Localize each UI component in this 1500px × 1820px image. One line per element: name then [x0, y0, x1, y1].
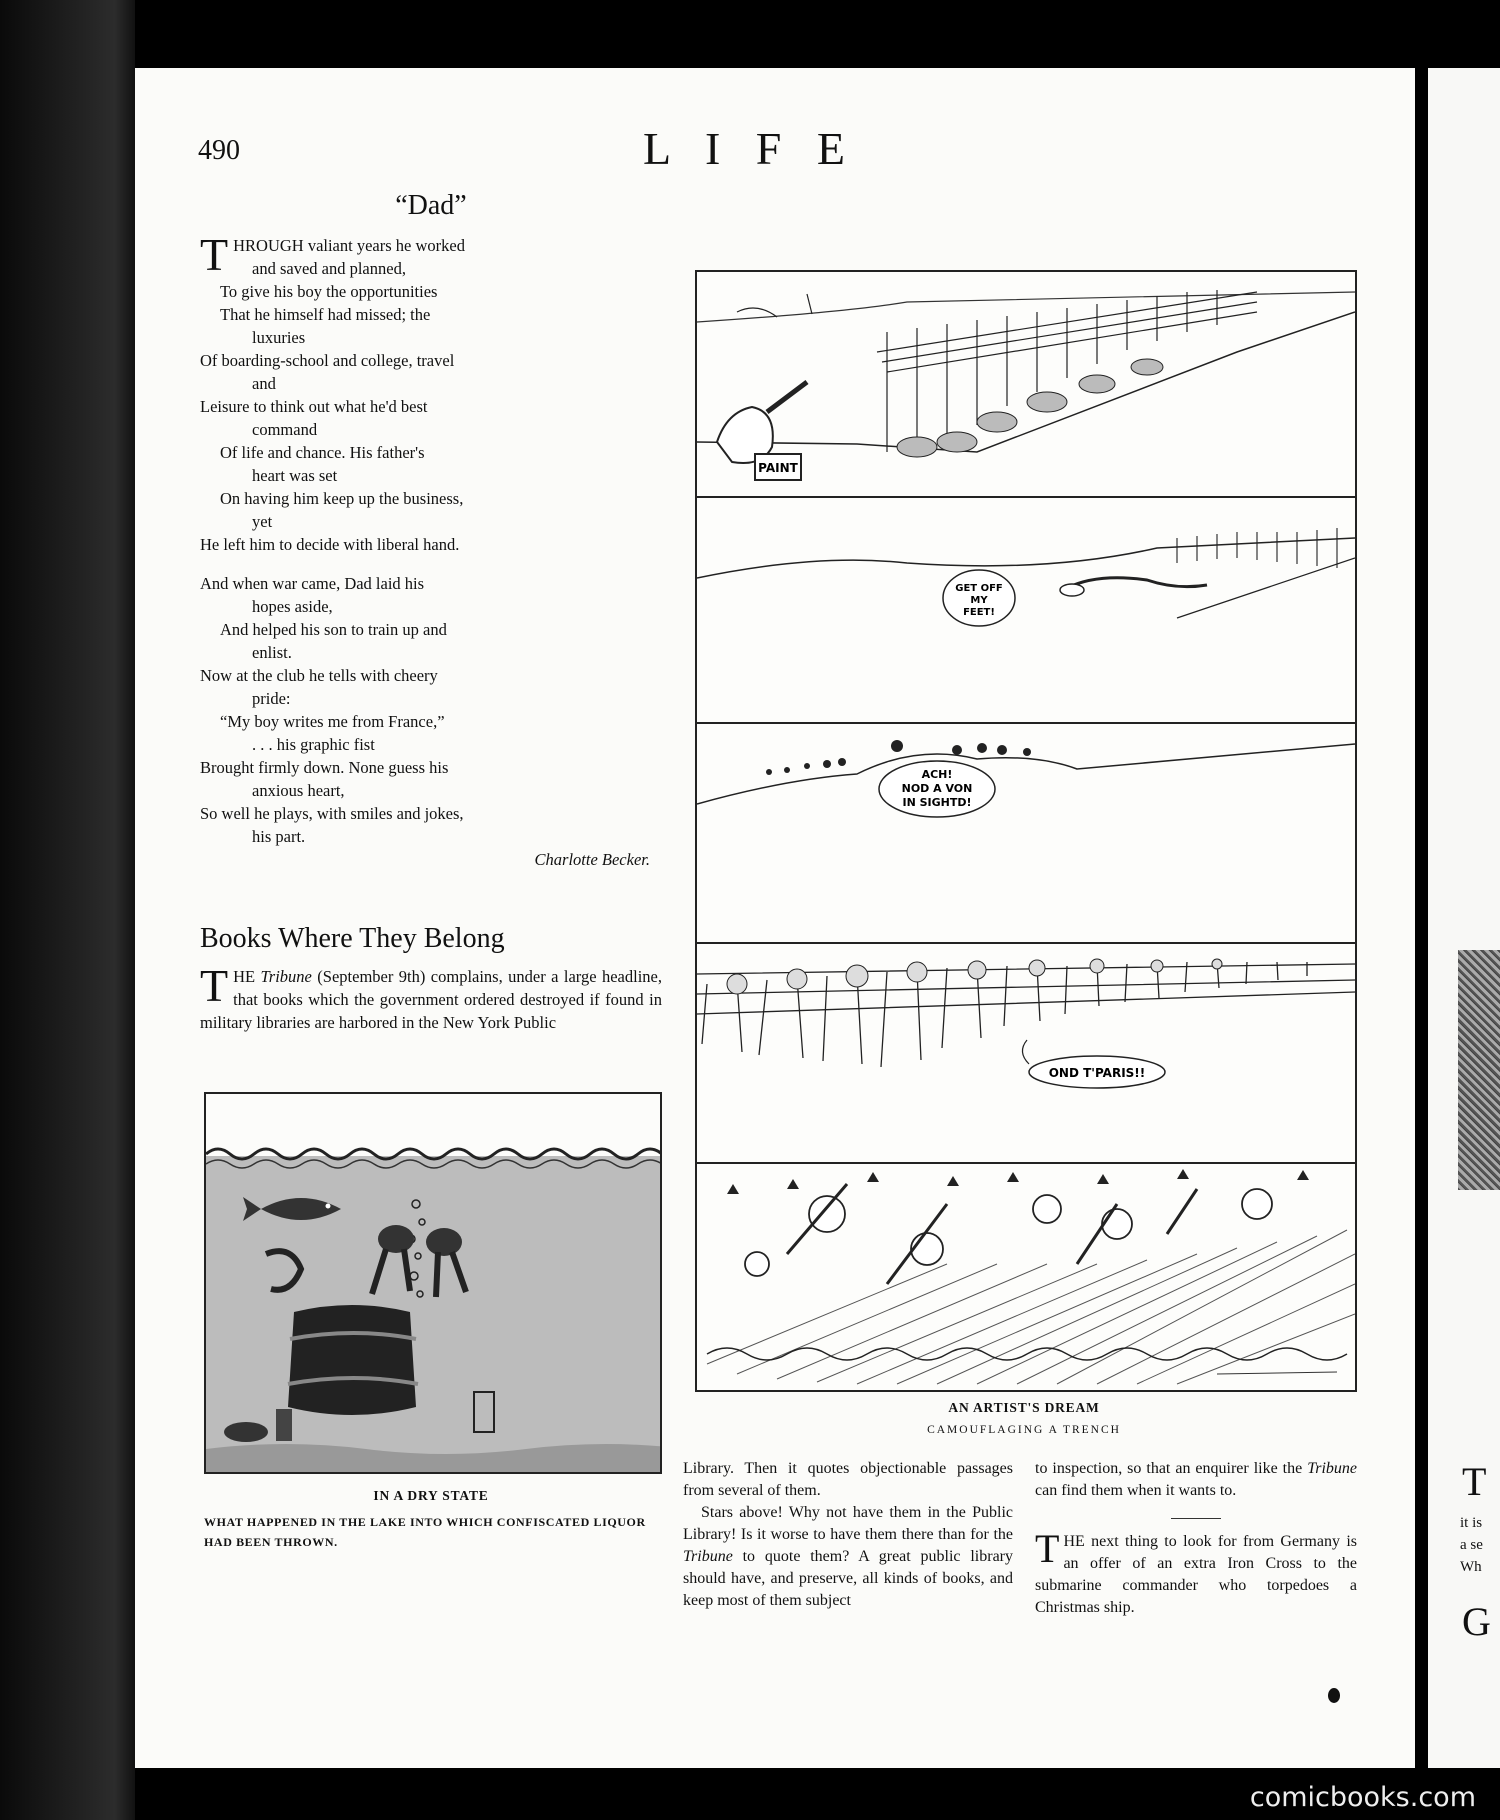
panel-3-bubble-line-1: ACH!	[921, 768, 953, 781]
panel-1-drawing	[697, 272, 1355, 498]
column-c	[1035, 1458, 1357, 1619]
poem-line: heart was set	[252, 466, 338, 485]
panel-5-drawing	[697, 1164, 1355, 1390]
poem-line: And helped his son to train up and	[220, 620, 447, 639]
poem-line: And when war came, Dad laid his	[200, 574, 425, 593]
dry-state-subtitle: WHAT HAPPENED IN THE LAKE INTO WHICH CONFISCATED LIQUOR HAD BEEN THROWN.	[204, 1515, 646, 1549]
adjacent-page-fragment	[1428, 68, 1500, 1768]
poem-line: Of boarding-school and college, travel	[200, 351, 455, 370]
panel-2-drawing	[697, 498, 1355, 724]
left-column	[200, 190, 662, 1034]
col-b-paragraph-2	[683, 1502, 1013, 1612]
col-c-paragraph-1	[1035, 1458, 1357, 1502]
adjacent-letter-bottom: G	[1462, 1599, 1491, 1644]
adjacent-fragment-1: it is	[1460, 1515, 1483, 1531]
col-b-paragraph-1: Library. Then it quotes objectionable passages from several of them.	[683, 1460, 1013, 1499]
article-text: HE	[233, 967, 261, 986]
panel-2-bubble-line-3: FEET!	[963, 607, 995, 618]
poem-line: enlist.	[252, 643, 292, 662]
poem-line: “My boy writes me from France,”	[220, 712, 445, 731]
strip-title: AN ARTIST'S DREAM	[948, 1400, 1100, 1415]
note-text: HE next thing to look for from Germany is an offer of an extra Iron Cross to the submarine commander who torpedoes a Christmas ship.	[1035, 1533, 1357, 1616]
section-divider	[1171, 1518, 1221, 1519]
strip-panel-5	[695, 1162, 1357, 1392]
col-b-text: Stars above! Why not have them in the Public Library! Is it worse to have them there than for the	[683, 1504, 1013, 1543]
adjacent-fragment-3: Wh	[1460, 1559, 1482, 1575]
poem-line: To give his boy the opportunities	[220, 282, 438, 301]
poem-line: That he himself had missed; the	[220, 305, 431, 324]
poem-line: On having him keep up the business,	[220, 489, 464, 508]
panel-3-bubble-line-3: IN SIGHTD!	[902, 796, 972, 809]
panel-4-drawing	[697, 944, 1355, 1164]
column-b	[683, 1458, 1013, 1612]
dry-state-cartoon	[204, 1092, 662, 1474]
poem-line: yet	[252, 512, 273, 531]
poem-line: hopes aside,	[252, 597, 333, 616]
article-title: Books Where They Belong	[200, 923, 505, 954]
strip-panel-4	[695, 942, 1357, 1166]
strip-subtitle: CAMOUFLAGING A TRENCH	[927, 1424, 1121, 1436]
watermark	[1215, 1778, 1500, 1820]
stanza-gap	[200, 556, 662, 572]
dry-state-caption	[204, 1488, 658, 1552]
poem-title: “Dad”	[395, 190, 467, 221]
poem-line: . . . his graphic fist	[252, 735, 375, 754]
dry-state-illustration	[206, 1094, 660, 1472]
note-dropcap: T	[1035, 1526, 1060, 1571]
col-b-text: to quote them? A great public library should have, and preserve, all kinds of books, and keep most of them subject	[683, 1548, 1013, 1609]
poem-line: and	[252, 374, 276, 393]
col-b-tribune: Tribune	[683, 1548, 733, 1565]
watermark-text: comicbooks.com	[1249, 1782, 1476, 1813]
col-c-tribune: Tribune	[1307, 1460, 1357, 1477]
panel-2-bubble-line-2: MY	[970, 595, 988, 606]
adjacent-illustration-fragment	[1458, 950, 1500, 1190]
poem-line: pride:	[252, 689, 291, 708]
poem-line: He left him to decide with liberal hand.	[200, 535, 460, 554]
strip-caption	[695, 1400, 1353, 1436]
strip-panel-2	[695, 496, 1357, 726]
strip-panel-1	[695, 270, 1357, 500]
poem-line: Now at the club he tells with cheery	[200, 666, 438, 685]
note-paragraph	[1035, 1526, 1357, 1619]
article-dropcap: T	[200, 960, 229, 1011]
col-c-text: can find them when it wants to.	[1035, 1482, 1237, 1499]
strip-panel-3	[695, 722, 1357, 946]
poem-dropcap: T	[200, 229, 229, 280]
panel-4-bubble: OND T'PARIS!!	[1048, 1066, 1146, 1080]
article-text: (September 9th) complains, under a large headline, that books which the government ordered destroyed if found in military libraries are harbored in the New York Public	[200, 967, 662, 1032]
col-c-text: to inspection, so that an enquirer like the	[1035, 1460, 1308, 1477]
adjacent-fragment-2: a se	[1460, 1537, 1483, 1553]
page-number: 490	[198, 135, 240, 166]
article-body	[200, 960, 662, 1034]
poem-line: and saved and planned,	[252, 259, 406, 278]
poem-line: Of life and chance. His father's	[220, 443, 425, 462]
panel-3-drawing	[697, 724, 1355, 944]
panel-2-bubble-line-1: GET OFF	[955, 583, 1003, 594]
dry-state-title: IN A DRY STATE	[373, 1488, 489, 1503]
poem-line: Leisure to think out what he'd best	[200, 397, 428, 416]
paint-can-label: PAINT	[758, 461, 798, 475]
poem-line: Brought firmly down. None guess his	[200, 758, 449, 777]
article-tribune: Tribune	[260, 967, 312, 986]
poem-line: luxuries	[252, 328, 306, 347]
poem-line: So well he plays, with smiles and jokes,	[200, 804, 464, 823]
panel-3-bubble-line-2: NOD A VON	[901, 782, 973, 795]
poem-line: his part.	[252, 827, 306, 846]
poem-line: HROUGH valiant years he worked	[233, 236, 465, 255]
scan-edge-left	[0, 0, 135, 1820]
ink-dot	[1328, 1688, 1340, 1703]
masthead: L I F E	[643, 123, 857, 174]
poem-line: anxious heart,	[252, 781, 345, 800]
poem-author: Charlotte Becker.	[534, 850, 650, 869]
poem	[200, 229, 662, 871]
adjacent-letter-top: T	[1462, 1459, 1487, 1504]
poem-line: command	[252, 420, 318, 439]
